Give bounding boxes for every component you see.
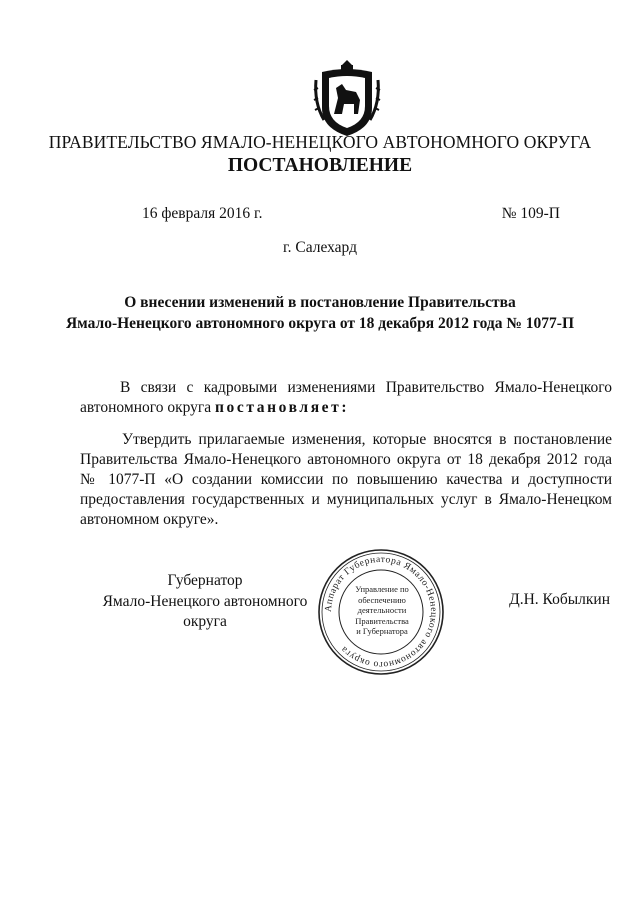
document-city: г. Салехард: [283, 239, 357, 256]
document-date: 16 февраля 2016 г.: [142, 205, 263, 222]
resolve-word: постановляет:: [215, 399, 350, 416]
subject-line-1: О внесении изменений в постановление Правительства: [124, 294, 516, 311]
seal-ring-text: Аппарат Губернатора Ямало-Ненецкого автономного округа: [323, 554, 439, 670]
document-number: № 109-П: [501, 205, 560, 222]
signatory-role: [80, 571, 330, 633]
signatory-role-line-1: Губернатор: [167, 572, 243, 589]
seal-inner-text: Управление по обеспечению деятельности Правительства и Губернатора: [355, 584, 409, 636]
preamble-paragraph: [80, 378, 612, 418]
signatory-role-line-2: Ямало-Ненецкого автономного округа: [102, 592, 308, 630]
subject-line-2: Ямало-Ненецкого автономного округа от 18 декабря 2012 года № 1077-П: [65, 315, 575, 332]
document-subject: [0, 292, 640, 334]
body-paragraph: Утвердить прилагаемые изменения, которые вносятся в постановление Правительства Ямало-Ненецкого автономного округа от 18 декабря 2012 года № 1077-П «О создании комиссии по повышению качества и доступности предоставления государственных и муниципальных услуг в Ямало-Ненецком автономном округе».: [80, 431, 612, 528]
signatory-name: Д.Н. Кобылкин: [509, 591, 610, 608]
government-title: ПРАВИТЕЛЬСТВО ЯМАЛО-НЕНЕЦКОГО АВТОНОМНОГО ОКРУГА: [48, 132, 592, 152]
preamble-text: В связи с кадровыми изменениями Правительство Ямало-Ненецкого автономного округа: [80, 379, 612, 416]
document-type: ПОСТАНОВЛЕНИЕ: [227, 155, 413, 176]
coat-of-arms-icon: [312, 58, 382, 138]
